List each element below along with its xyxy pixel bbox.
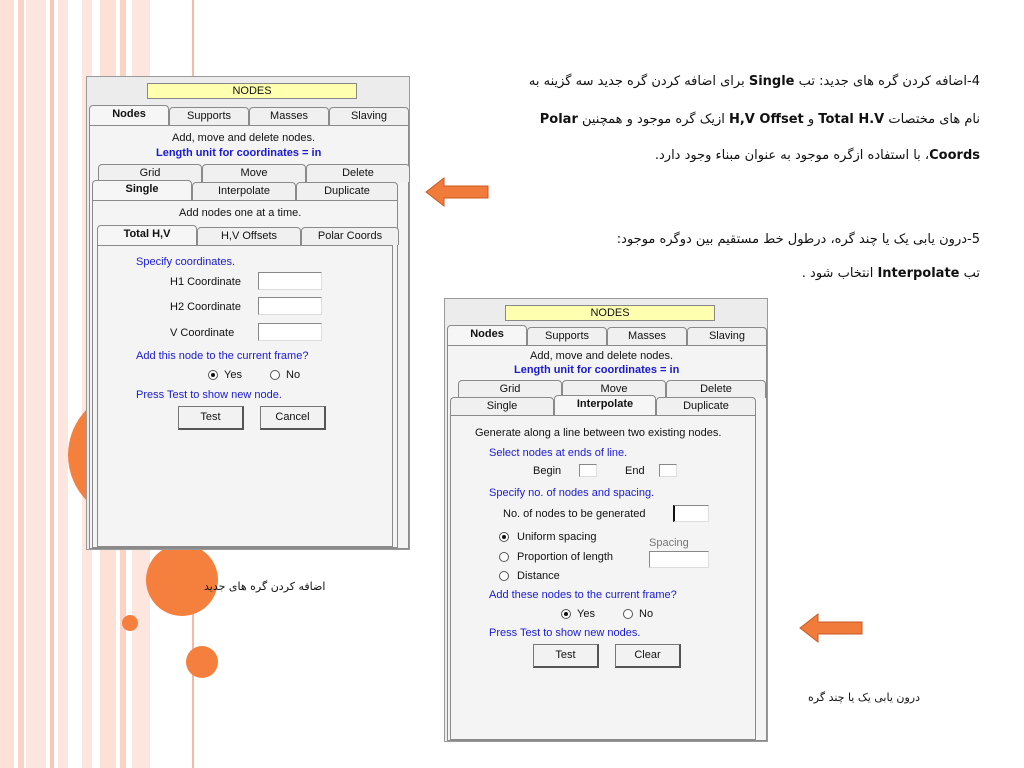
paragraph-5-line-2: تب Interpolate انتخاب شود . xyxy=(801,266,980,281)
tab-slaving[interactable]: Slaving xyxy=(687,327,767,345)
arrow-left-icon xyxy=(798,612,864,644)
single-description: Add nodes one at a time. xyxy=(179,207,302,219)
tab-masses[interactable]: Masses xyxy=(249,107,329,125)
sub-tab-row-2 xyxy=(92,182,396,200)
yes-label: Yes xyxy=(577,608,595,620)
tab-interpolate[interactable]: Interpolate xyxy=(554,395,656,415)
tab-interpolate[interactable]: Interpolate xyxy=(192,182,296,200)
dialog-title: NODES xyxy=(147,83,357,99)
proportion-label: Proportion of length xyxy=(517,551,614,563)
tab-single[interactable]: Single xyxy=(450,397,554,415)
select-nodes-label: Select nodes at ends of line. xyxy=(489,447,628,459)
main-tab-row xyxy=(89,107,407,125)
num-nodes-input[interactable] xyxy=(673,505,709,522)
begin-label: Begin xyxy=(533,465,562,477)
tab-nodes[interactable]: Nodes xyxy=(447,325,527,345)
nodes-description: Add, move and delete nodes. xyxy=(172,132,316,144)
decor-circle xyxy=(186,646,218,678)
uniform-spacing-radio[interactable] xyxy=(499,532,509,542)
v-coordinate-label: V Coordinate xyxy=(170,327,235,339)
yes-label: Yes xyxy=(224,369,242,381)
paragraph-5-line-1: 5-درون یابی یک یا چند گره، درطول خط مستقیم بین دوگره موجود: xyxy=(616,232,980,247)
nodes-description: Add, move and delete nodes. xyxy=(530,350,674,362)
tab-move[interactable]: Move xyxy=(562,380,666,398)
tab-delete[interactable]: Delete xyxy=(666,380,766,398)
tab-supports[interactable]: Supports xyxy=(527,327,607,345)
nodes-dialog-interpolate xyxy=(444,298,768,742)
sub-tab-row-2 xyxy=(450,397,754,415)
distance-label: Distance xyxy=(517,570,560,582)
length-unit-label: Length unit for coordinates = in xyxy=(156,147,322,159)
h1-coordinate-input[interactable] xyxy=(258,272,322,290)
tab-masses[interactable]: Masses xyxy=(607,327,687,345)
add-node-question: Add this node to the current frame? xyxy=(136,350,309,362)
spacing-label: Spacing xyxy=(649,537,689,549)
dialog-title: NODES xyxy=(505,305,715,321)
h2-coordinate-input[interactable] xyxy=(258,297,322,315)
specify-spacing-label: Specify no. of nodes and spacing. xyxy=(489,487,655,499)
caption-add-nodes: اضافه کردن گره های جدید xyxy=(204,580,326,593)
decor-stripe xyxy=(26,0,46,768)
total-hv-panel xyxy=(97,245,393,547)
end-node-input[interactable] xyxy=(659,464,677,477)
proportion-radio[interactable] xyxy=(499,552,509,562)
tab-polar-coords[interactable]: Polar Coords xyxy=(301,227,399,245)
begin-node-input[interactable] xyxy=(579,464,597,477)
interpolate-panel xyxy=(450,415,756,740)
nodes-panel xyxy=(447,345,767,741)
cancel-button[interactable]: Cancel xyxy=(260,406,326,430)
spacing-input[interactable] xyxy=(649,551,709,568)
length-unit-label: Length unit for coordinates = in xyxy=(514,364,680,376)
yes-radio[interactable] xyxy=(208,370,218,380)
nodes-panel xyxy=(89,125,409,549)
decor-stripe xyxy=(58,0,68,768)
end-label: End xyxy=(625,465,645,477)
coord-tab-row xyxy=(97,227,395,245)
tab-duplicate[interactable]: Duplicate xyxy=(296,182,398,200)
h1-coordinate-label: H1 Coordinate xyxy=(170,276,241,288)
tab-move[interactable]: Move xyxy=(202,164,306,182)
caption-interpolate: درون یابی یک یا چند گره xyxy=(808,691,921,704)
clear-button[interactable]: Clear xyxy=(615,644,681,668)
nodes-dialog-single xyxy=(86,76,410,550)
tab-slaving[interactable]: Slaving xyxy=(329,107,409,125)
arrow-left-icon xyxy=(424,176,490,208)
tab-duplicate[interactable]: Duplicate xyxy=(656,397,756,415)
tab-nodes[interactable]: Nodes xyxy=(89,105,169,125)
tab-delete[interactable]: Delete xyxy=(306,164,410,182)
distance-radio[interactable] xyxy=(499,571,509,581)
tab-grid[interactable]: Grid xyxy=(98,164,202,182)
paragraph-4-line-3: Coords، با استفاده ازگره موجود به عنوان مبناء وجود دارد. xyxy=(654,148,980,163)
yes-radio[interactable] xyxy=(561,609,571,619)
h2-coordinate-label: H2 Coordinate xyxy=(170,301,241,313)
tab-hv-offsets[interactable]: H,V Offsets xyxy=(197,227,301,245)
generate-description: Generate along a line between two existing nodes. xyxy=(475,427,722,439)
tab-grid[interactable]: Grid xyxy=(458,380,562,398)
test-button[interactable]: Test xyxy=(533,644,599,668)
num-nodes-label: No. of nodes to be generated xyxy=(503,508,646,520)
press-test-hint: Press Test to show new nodes. xyxy=(489,627,641,639)
add-nodes-question: Add these nodes to the current frame? xyxy=(489,589,677,601)
decor-stripe xyxy=(18,0,24,768)
single-panel xyxy=(92,200,398,548)
no-label: No xyxy=(639,608,654,620)
decor-stripe xyxy=(50,0,54,768)
v-coordinate-input[interactable] xyxy=(258,323,322,341)
no-label: No xyxy=(286,369,301,381)
tab-total-hv[interactable]: Total H,V xyxy=(97,225,197,245)
paragraph-4-line-2: نام های مختصات Total H.V و H,V Offset ازیک گره موجود و همچنین Polar xyxy=(539,112,980,127)
press-test-hint: Press Test to show new node. xyxy=(136,389,282,401)
specify-coordinates-label: Specify coordinates. xyxy=(136,256,236,268)
test-button[interactable]: Test xyxy=(178,406,244,430)
uniform-spacing-label: Uniform spacing xyxy=(517,531,597,543)
no-radio[interactable] xyxy=(270,370,280,380)
decor-circle xyxy=(122,615,138,631)
paragraph-4-line-1: 4-اضافه کردن گره های جدید: تب Single برای اضافه کردن گره جدید سه گزینه به xyxy=(528,74,980,89)
main-tab-row xyxy=(447,327,765,345)
tab-supports[interactable]: Supports xyxy=(169,107,249,125)
decor-stripe xyxy=(0,0,14,768)
tab-single[interactable]: Single xyxy=(92,180,192,200)
no-radio[interactable] xyxy=(623,609,633,619)
